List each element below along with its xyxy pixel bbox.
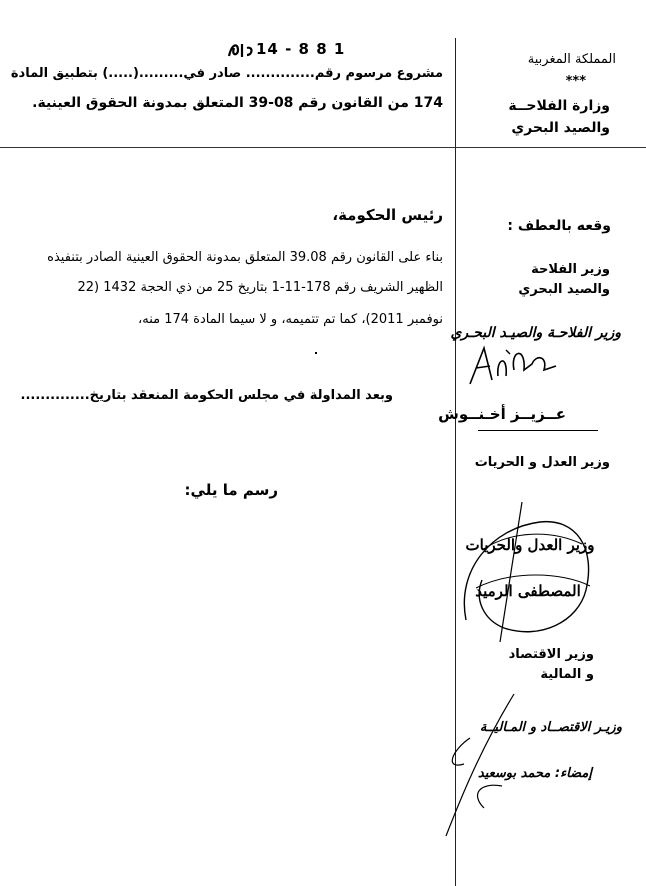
economy-signature (440, 690, 520, 840)
header-divider (0, 147, 646, 148)
speck-dot (315, 352, 317, 354)
decree-heading: رسم ما يلي: (184, 481, 278, 499)
header-stars: *** (565, 74, 586, 89)
reference-mark-icon (226, 40, 256, 60)
kingdom-label: المملكة المغربية (527, 52, 616, 67)
subject-line1: مشروع مرسوم رقم.............. صادر في.........(.....) بتطبيق المادة (10, 66, 443, 81)
agriculture-signature (466, 340, 576, 396)
preamble-line3: نوفمبر 2011)، كما تم تتميمه، و لا سيما المادة 174 منه، (138, 312, 443, 327)
deliberation-clause: وبعد المداولة في مجلس الحكومة المنعقد بتاريخ.............. (20, 388, 393, 403)
economy-minister-title-line2: و المالية (540, 667, 594, 682)
reference-number: 14 - 8 8 1 (256, 40, 346, 58)
agriculture-minister-title-line2: والصيد البحري (518, 282, 610, 297)
agriculture-minister-name: عــزيــز أخـنــوش (438, 405, 566, 423)
agriculture-minister-title-line1: وزير الفلاحة (531, 262, 610, 277)
preamble-line1: بناء على القانون رقم 39.08 المتعلق بمدونة الحقوق العينية الصادر بتنفيذه (47, 250, 443, 265)
ministry-name-line1: وزارة الفلاحــة (508, 98, 610, 114)
justice-minister-title: وزير العدل و الحريات (474, 455, 610, 470)
justice-seal-title: وزير العدل والحريات (465, 536, 595, 554)
economy-minister-stamp: وزيـر الاقتصــاد و المـاليــة (479, 720, 622, 735)
name-underline (478, 430, 598, 431)
signature-label: إمضاء: محمد بوسعيد (477, 766, 592, 781)
agriculture-minister-stamp: وزير الفلاحـة والصيـد البحـري (450, 325, 621, 341)
economy-minister-title-line1: وزير الاقتصاد (508, 647, 594, 662)
countersign-label: وقعه بالعطف : (507, 218, 611, 234)
ministry-name-line2: والصيد البحري (511, 120, 610, 136)
justice-minister-seal (452, 500, 602, 650)
subject-line2: 174 من القانون رقم 08-39 المتعلق بمدونة الحقوق العينية. (32, 95, 443, 111)
preamble-line2: الظهير الشريف رقم 178-11-1 بتاريخ 25 من ذي الحجة 1432 (22 (77, 280, 443, 295)
justice-seal-name: المصطفى الرميد (475, 582, 581, 600)
recipient-heading: رئيس الحكومة، (332, 206, 443, 224)
